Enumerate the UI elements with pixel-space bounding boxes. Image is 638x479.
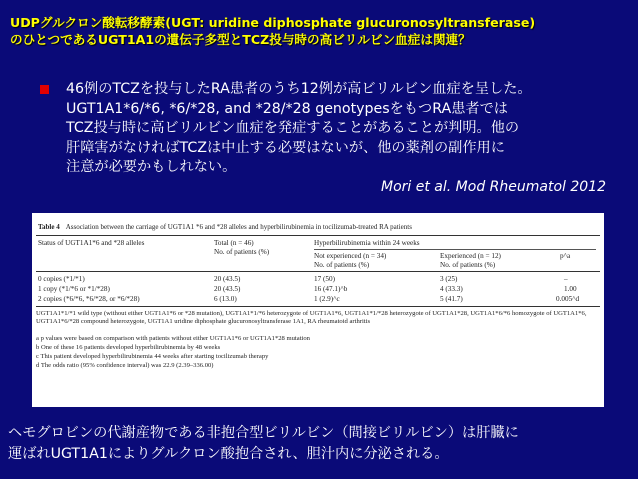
table-caption: [38, 223, 598, 232]
bullet-line: 肝障害がなければTCZは中止する必要はないが、他の薬剤の副作用に: [66, 139, 505, 156]
table-footnote: d The odds ratio (95% confidence interval) was 22.9 (2.39–336.00): [36, 362, 214, 369]
row-status: 1 copy (*1/*6 or *1/*28): [38, 285, 110, 293]
explanation-line: ヘモグロビンの代謝産物である非抱合型ビリルビン（間接ビリルビン）は肝臓に: [8, 425, 519, 441]
table-footnote: b One of these 16 patients developed hyperbilirubinemia by 48 weeks: [36, 344, 221, 351]
table-footnote: c This patient developed hyperbilirubinemia 44 weeks after starting tocilizumab therapy: [36, 353, 269, 360]
row-exp: 5 (41.7): [440, 295, 463, 303]
row-status: 0 copies (*1/*1): [38, 275, 85, 283]
row-status: 2 copies (*6/*6, *6/*28, or *6/*28): [38, 295, 140, 303]
bullet-text: [66, 80, 626, 178]
row-exp: 4 (33.3): [440, 285, 463, 293]
table-footnote: a p values were based on comparison with patients without either UGT1A1*6 or UGT1A1*28 mutation: [36, 335, 310, 342]
header-total: Total (n = 46): [214, 239, 254, 247]
explanation-text: [8, 423, 632, 465]
row-not-exp: 16 (47.1)^b: [314, 285, 348, 293]
row-total: 20 (43.5): [214, 285, 241, 293]
header-exp-sub: No. of patients (%): [440, 261, 496, 269]
title-line: のひとつであるUGT1A1の遺伝子多型とTCZ投与時の高ビリルビン血症は関連？: [10, 32, 471, 47]
table-rule: [36, 235, 600, 236]
explanation-line: 運ばれUGT1A1によりグルクロン酸抱合され、胆汁内に分泌される。: [8, 446, 449, 462]
bullet-line: 注意が必要かもしれない。: [66, 159, 237, 176]
slide-title: [10, 14, 630, 48]
header-status: Status of UGT1A1*6 and *28 alleles: [38, 239, 145, 247]
header-hyper-group: Hyperbilirubinemia within 24 weeks: [314, 239, 420, 247]
row-total: 20 (43.5): [214, 275, 241, 283]
citation: Mori et al. Mod Rheumatol 2012: [381, 179, 606, 195]
header-exp: Experienced (n = 12): [440, 252, 501, 260]
row-total: 6 (13.0): [214, 295, 237, 303]
row-exp: 3 (25): [440, 275, 458, 283]
row-p: –: [564, 275, 568, 283]
row-not-exp: 1 (2.9)^c: [314, 295, 340, 303]
header-not-exp-sub: No. of patients (%): [314, 261, 370, 269]
header-p: p^a: [560, 252, 571, 260]
row-p: 0.005^d: [556, 295, 580, 303]
header-total-sub: No. of patients (%): [214, 248, 270, 256]
journal-table-image: [32, 213, 604, 407]
title-line: UDPグルクロン酸転移酵素(UGT: uridine diphosphate glucuronosyltransferase): [10, 15, 536, 30]
table-rule: [314, 249, 596, 250]
bullet-line: UGT1A1*6/*6, *6/*28, and *28/*28 genotypesをもつRA患者では: [66, 100, 508, 117]
bullet-line: TCZ投与時に高ビリルビン血症を発症することがあることが判明。他の: [66, 120, 520, 137]
table-label: Table 4: [38, 223, 60, 231]
bullet-square-icon: [40, 85, 49, 94]
bullet-line: 46例のTCZを投与したRA患者のうち12例が高ビリルビン血症を呈した。: [66, 81, 532, 97]
row-p: 1.00: [564, 285, 577, 293]
table-rule: [36, 306, 600, 307]
table-caption-text: Association between the carriage of UGT1A1 *6 and *28 alleles and hyperbilirubinemia in tocilizumab-treated RA patients: [65, 223, 412, 231]
row-not-exp: 17 (50): [314, 275, 335, 283]
header-not-exp: Not experienced (n = 34): [314, 252, 387, 260]
table-rule: [36, 271, 600, 272]
table-footnote: UGT1A1*1/*1 wild type (without either UGT1A1*6 or *28 mutation), UGT1A1*1/*6 heterozygote of UGT1A1*6, UGT1A1*1/*28 heterozygote of UGT1A1*28, UGT1A1*6/*6 homozygote of UGT1A1*6, UGT1A1*6/*28 compound heterozygote, UGT1A1 uridine diphosphate glucuronosyltransferase 1A1, RA rheumatoid arthritis: [36, 310, 587, 325]
